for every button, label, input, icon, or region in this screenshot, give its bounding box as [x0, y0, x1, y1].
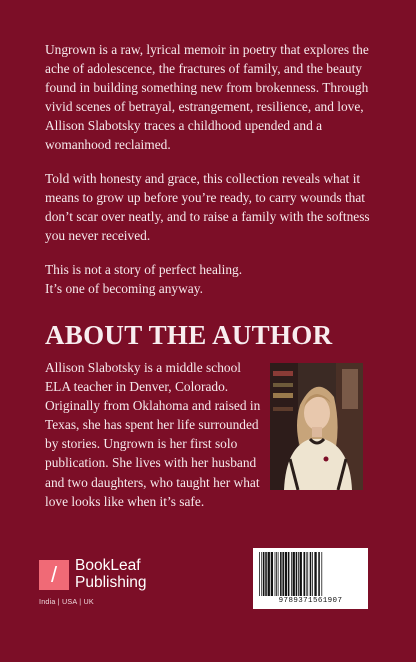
- publisher-name: [75, 557, 147, 591]
- barcode-bar: [310, 552, 312, 596]
- isbn-number: 9789371561907: [278, 597, 343, 605]
- barcode-bar: [259, 552, 260, 596]
- publisher-name-line-1: BookLeaf: [75, 557, 141, 574]
- author-bio: Allison Slabotsky is a middle school ELA teacher in Denver, Colorado. Originally from Oklahoma and raised in Texas, she has spent her life surrounded by stories. Ungrown is her first solo publication. She lives with her husband and two daughters, who taught her what love looks like when it’s safe.: [45, 360, 261, 509]
- barcode-bar: [303, 552, 305, 596]
- barcode-bar: [296, 552, 298, 596]
- publisher-logo: [39, 557, 159, 609]
- barcode-bar: [271, 552, 273, 596]
- blurb-paragraph-3: [45, 260, 381, 298]
- barcode-bar: [276, 552, 277, 596]
- barcode-bar: [314, 552, 316, 596]
- barcode-bars: [257, 552, 364, 596]
- barcode-bar: [307, 552, 308, 596]
- author-photo-illustration: [270, 363, 363, 490]
- blurb-closing-line-1: This is not a story of perfect healing.: [45, 262, 243, 277]
- publisher-regions: India | USA | UK: [39, 597, 94, 606]
- barcode-bar: [265, 552, 267, 596]
- back-cover-blurb: [45, 40, 381, 298]
- barcode-bar: [285, 552, 287, 596]
- blurb-closing-line-2: It’s one of becoming anyway.: [45, 281, 203, 296]
- barcode-bar: [300, 552, 302, 596]
- publisher-slash-icon: /: [39, 560, 69, 590]
- barcode-bar: [298, 552, 299, 596]
- barcode-bar: [275, 552, 276, 596]
- isbn-barcode: [253, 548, 368, 609]
- barcode-bar: [306, 552, 307, 596]
- barcode-bar: [291, 552, 292, 596]
- barcode-bar: [288, 552, 290, 596]
- author-photo: [270, 363, 363, 490]
- barcode-bar: [312, 552, 313, 596]
- barcode-bar: [268, 552, 270, 596]
- barcode-bar: [282, 552, 284, 596]
- barcode-bar: [321, 552, 322, 596]
- barcode-bar: [280, 552, 282, 596]
- blurb-paragraph-2: Told with honesty and grace, this collection reveals what it means to grow up before you’re ready, to carry wounds that don’t scar over neatly, and to raise a family with the softness you never received.: [45, 171, 370, 243]
- barcode-bar: [318, 552, 320, 596]
- barcode-bar: [261, 552, 262, 596]
- barcode-bar: [278, 552, 279, 596]
- blurb-paragraph-1: Ungrown is a raw, lyrical memoir in poetry that explores the ache of adolescence, the fractures of family, and the beauty found in building something new from brokenness. Through vivid scenes of betrayal, estrangement, resilience, and love, Allison Slabotsky traces a childhood upended and a womanhood reclaimed.: [45, 42, 369, 152]
- barcode-bar: [293, 552, 295, 596]
- publisher-name-line-2: Publishing: [75, 574, 147, 591]
- about-author-heading: ABOUT THE AUTHOR: [45, 320, 333, 350]
- barcode-bar: [263, 552, 265, 596]
